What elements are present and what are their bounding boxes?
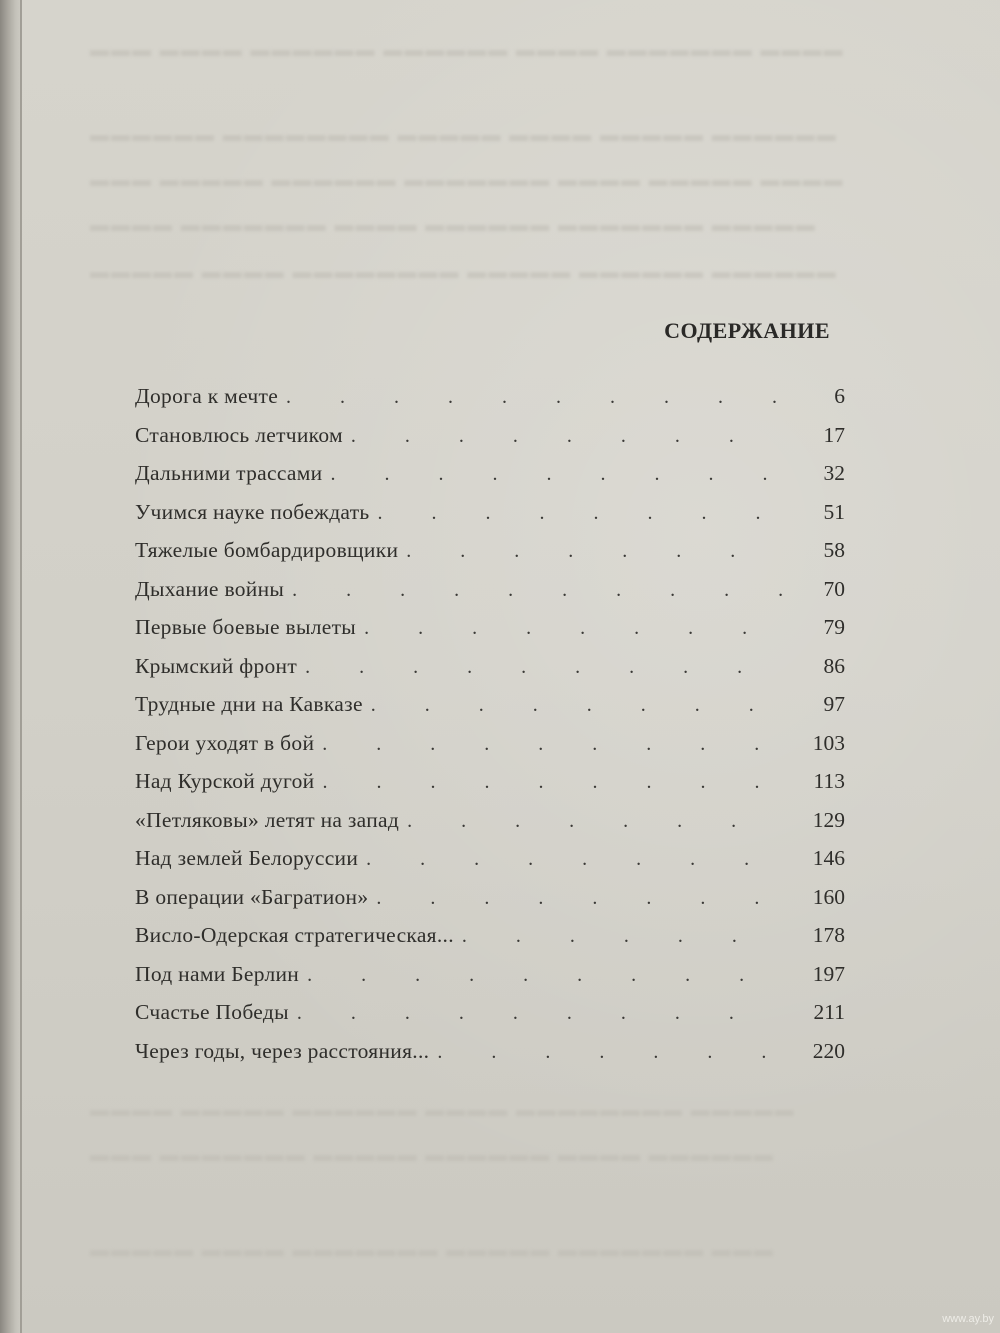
page-binding-line xyxy=(20,0,22,1333)
toc-entry-title: Дыхание войны xyxy=(135,576,285,601)
toc-entry-page: 220 xyxy=(812,1038,845,1063)
contents-heading: СОДЕРЖАНИЕ xyxy=(664,318,830,343)
toc-entry xyxy=(135,923,845,962)
bleed-through-text: ▬▬▬▬ ▬▬▬▬▬ ▬▬▬▬▬▬ ▬▬▬▬ ▬▬▬▬▬▬▬▬ ▬▬▬▬▬ xyxy=(90,1100,796,1121)
site-watermark: www.ay.by xyxy=(942,1313,994,1325)
page-binding-edge xyxy=(0,0,22,1333)
toc-entry-title: Дальними трассами xyxy=(135,461,323,485)
toc-entry-title: Учимся науке побеждать xyxy=(135,499,370,524)
toc-entry xyxy=(135,500,845,539)
bleed-through-text: ▬▬▬ ▬▬▬▬▬▬▬ ▬▬▬▬▬ ▬▬▬▬▬▬ ▬▬▬▬ ▬▬▬▬▬▬ xyxy=(90,1145,775,1166)
bleed-through-text: ▬▬▬▬▬ ▬▬▬▬ ▬▬▬▬▬▬▬ ▬▬▬▬▬ ▬▬▬▬▬▬▬ ▬▬▬ xyxy=(90,1240,775,1261)
toc-entry xyxy=(135,1039,845,1078)
toc-dot-leader xyxy=(437,1041,783,1064)
toc-entry-page: 97 xyxy=(823,692,845,716)
toc-entry xyxy=(135,538,845,577)
toc-dot-leader xyxy=(364,617,783,640)
toc-entry-page: 211 xyxy=(813,1000,845,1024)
toc-dot-leader xyxy=(366,848,783,871)
toc-entry xyxy=(135,769,845,808)
toc-entry-page: 129 xyxy=(812,807,845,832)
toc-entry-page: 178 xyxy=(812,923,845,947)
toc-entry-title: Под нами Берлин xyxy=(135,961,300,986)
toc-dot-leader xyxy=(307,964,783,987)
toc-entry-page: 160 xyxy=(812,884,845,909)
toc-dot-leader xyxy=(297,1002,783,1025)
toc-entry-title: Трудные дни на Кавказе xyxy=(135,692,363,716)
toc-entry xyxy=(135,615,845,654)
toc-entry-page: 51 xyxy=(823,499,845,524)
toc-entry-title: Первые боевые вылеты xyxy=(135,615,357,639)
toc-entry xyxy=(135,962,845,1001)
toc-entry-title: Над Курской дугой xyxy=(135,769,315,793)
bleed-through-text: ▬▬▬▬▬ ▬▬▬▬ ▬▬▬▬▬▬▬▬ ▬▬▬▬▬ ▬▬▬▬▬▬ ▬▬▬▬▬▬ xyxy=(90,262,838,283)
toc-dot-leader xyxy=(407,810,783,833)
toc-entry xyxy=(135,423,845,462)
toc-entry-title: В операции «Багратион» xyxy=(135,884,369,909)
toc-dot-leader xyxy=(305,656,783,679)
toc-entry-page: 197 xyxy=(812,961,845,986)
toc-entry-page: 58 xyxy=(823,538,845,562)
bleed-through-text: ▬▬▬ ▬▬▬▬ ▬▬▬▬▬▬ ▬▬▬▬▬▬ ▬▬▬▬ ▬▬▬▬▬▬▬ ▬▬▬▬ xyxy=(90,40,845,61)
bleed-through-text: ▬▬▬▬▬▬ ▬▬▬▬▬▬▬▬ ▬▬▬▬▬ ▬▬▬▬ ▬▬▬▬▬ ▬▬▬▬▬▬ xyxy=(90,125,838,146)
toc-dot-leader xyxy=(351,425,783,448)
toc-entry xyxy=(135,846,845,885)
toc-entry-title: Дорога к мечте xyxy=(135,384,279,408)
toc-dot-leader xyxy=(371,694,783,717)
toc-entry-page: 113 xyxy=(813,769,845,793)
toc-entry xyxy=(135,692,845,731)
bleed-through-text: ▬▬▬▬ ▬▬▬▬▬▬▬ ▬▬▬▬ ▬▬▬▬▬▬ ▬▬▬▬▬▬▬ ▬▬▬▬▬ xyxy=(90,215,817,236)
toc-entry xyxy=(135,577,845,616)
toc-dot-leader xyxy=(322,733,783,756)
toc-entry-title: Становлюсь летчиком xyxy=(135,422,343,447)
toc-entry-title: Герои уходят в бой xyxy=(135,730,315,755)
toc-entry-page: 103 xyxy=(812,730,845,755)
toc-entry-title: Над землей Белоруссии xyxy=(135,846,359,870)
toc-entry xyxy=(135,885,845,924)
toc-entry xyxy=(135,461,845,500)
toc-entry xyxy=(135,1000,845,1039)
toc-entry-page: 146 xyxy=(812,846,845,870)
bleed-through-text: ▬▬▬ ▬▬▬▬▬ ▬▬▬▬▬▬ ▬▬▬▬▬▬▬ ▬▬▬▬ ▬▬▬▬▬ ▬▬▬▬ xyxy=(90,170,845,191)
toc-entry xyxy=(135,654,845,693)
toc-entry-page: 6 xyxy=(834,384,845,408)
toc-entry-page: 70 xyxy=(823,576,845,601)
toc-entry-page: 86 xyxy=(823,653,845,678)
toc-entry-page: 79 xyxy=(823,615,845,639)
toc-entry-page: 17 xyxy=(823,422,845,447)
toc-entry xyxy=(135,808,845,847)
toc-dot-leader xyxy=(286,386,783,409)
toc-dot-leader xyxy=(462,925,783,948)
toc-dot-leader xyxy=(330,463,783,486)
toc-entry-title: Через годы, через расстояния... xyxy=(135,1038,430,1063)
toc-dot-leader xyxy=(322,771,783,794)
toc-entry xyxy=(135,731,845,770)
table-of-contents xyxy=(135,384,845,1077)
toc-dot-leader xyxy=(376,887,783,910)
toc-dot-leader xyxy=(378,502,783,525)
toc-dot-leader xyxy=(406,540,783,563)
toc-dot-leader xyxy=(292,579,783,602)
toc-entry-title: Тяжелые бомбардировщики xyxy=(135,538,399,562)
toc-entry-page: 32 xyxy=(823,461,845,485)
toc-entry-title: «Петляковы» летят на запад xyxy=(135,807,400,832)
toc-entry-title: Крымский фронт xyxy=(135,653,298,678)
toc-entry-title: Висло-Одерская стратегическая... xyxy=(135,923,454,947)
toc-entry xyxy=(135,384,845,423)
toc-entry-title: Счастье Победы xyxy=(135,1000,289,1024)
